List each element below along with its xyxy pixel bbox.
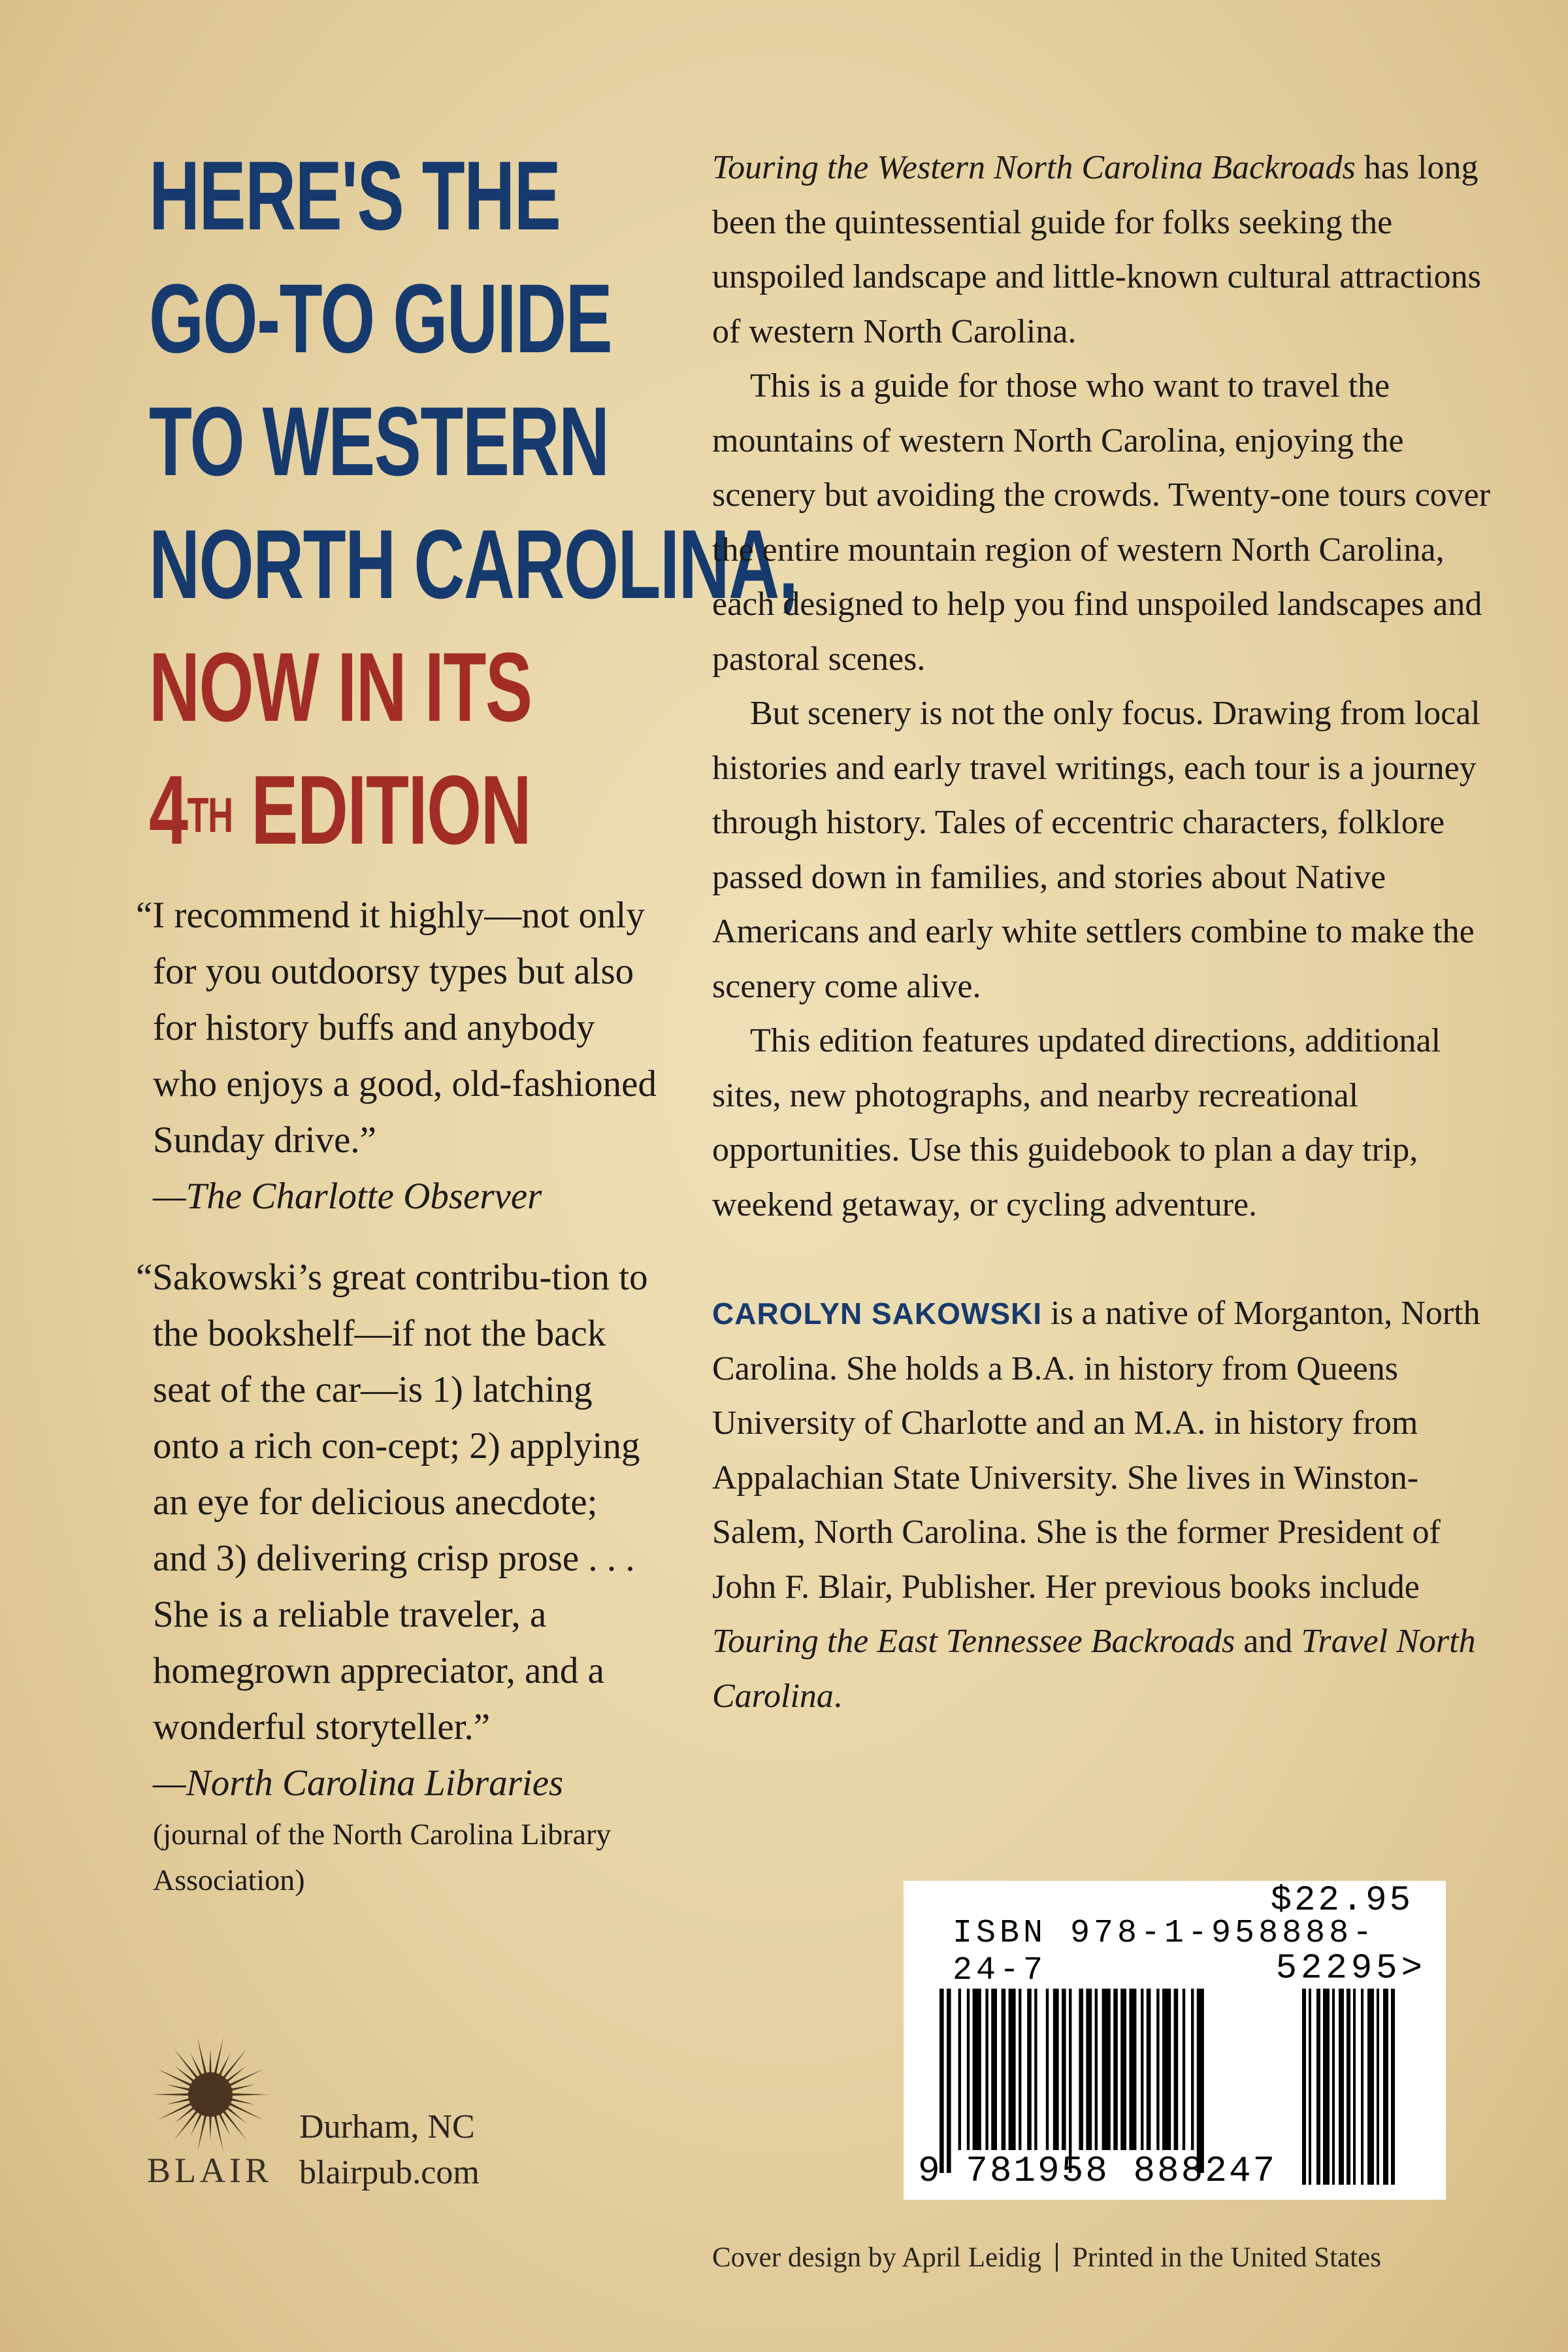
headline-line-2: GO-TO GUIDE (149, 263, 612, 373)
barcode-addon-bar (1367, 1989, 1374, 2185)
barcode-bar (1027, 1989, 1032, 2150)
barcode-bar (1053, 1989, 1059, 2150)
barcode-bar (1147, 1989, 1151, 2150)
review-quote-2-note: (journal of the North Carolina Library Association) (153, 1817, 612, 1897)
isbn-barcode (904, 1881, 1446, 2200)
footer-credits (712, 2242, 1496, 2274)
review-quote-1-attribution: —The Charlotte Observer (153, 1176, 542, 1217)
barcode-bar (1002, 1989, 1006, 2150)
printed-in-credit: Printed in the United States (1072, 2242, 1381, 2273)
cover-design-credit: Cover design by April Leidig (712, 2242, 1041, 2273)
barcode-addon-bar (1347, 1989, 1350, 2185)
barcode-bar (1019, 1989, 1021, 2150)
description-paragraph-2: This is a guide for those who want to travel the mountains of western North Carolina, enjoying the scenery but avoiding the crowds. Twenty-one tours cover the entire mountain region of western North Carolina, each designed to help you find unspoiled landscapes and pastoral scenes. (712, 367, 1491, 678)
footer-divider (1056, 2243, 1058, 2272)
barcode-addon-bar (1383, 1989, 1388, 2185)
barcode-bar (1062, 1989, 1066, 2150)
barcode-bar (1095, 1989, 1098, 2150)
barcode-bar (1034, 1989, 1037, 2150)
barcode-bar (985, 1989, 988, 2150)
author-bio-and: and (1235, 1623, 1301, 1660)
barcode-bar (958, 1989, 961, 2150)
review-quote-2-text: “Sakowski’s great contribu-tion to the bookshelf—if not the back seat of the car—is 1) latching onto a rich con-cept; 2) applying an eye for delicious anecdote; and 3) delivering crisp prose . . . She is a reliable traveler, a homegrown appreciator, and a wonderful storyteller.” (136, 1257, 648, 1747)
headline-line-6 (149, 748, 531, 871)
barcode-bar (1102, 1989, 1111, 2150)
headline-line-5: NOW IN ITS (149, 632, 532, 742)
barcode-addon-bar (1309, 1989, 1311, 2185)
barcode-addon: 52295> (1275, 1949, 1426, 1989)
barcode-bar (1069, 1989, 1071, 2173)
sunburst-logo-icon (145, 2032, 276, 2163)
description-paragraph-1 (712, 141, 1503, 359)
barcode-isbn: ISBN 978-1-958888-24-7 (953, 1915, 1377, 1989)
edition-word: EDITION (232, 755, 531, 865)
barcode-addon-bar (1353, 1989, 1356, 2185)
description-paragraph-1-text: has long been the quintessential guide for folks seeking the unspoiled landscape and little-known cultural attractions of western North Carolina. (712, 149, 1481, 350)
barcode-bar (1191, 1989, 1194, 2150)
publisher-city: Durham, NC (299, 2108, 475, 2145)
review-quote-2-attribution: —North Carolina Libraries (153, 1763, 564, 1804)
book-title: Touring the Western North Carolina Backroads (712, 149, 1356, 186)
barcode-bar (1183, 1989, 1185, 2150)
barcode-bar (1046, 1989, 1049, 2150)
barcode-bar (1079, 1989, 1083, 2150)
headline-line-3: TO WESTERN (149, 386, 609, 496)
author-bio-end: . (833, 1677, 842, 1715)
barcode-bar (1141, 1989, 1143, 2150)
barcode-price: $22.95 (1270, 1881, 1413, 1921)
barcode-digits: 9 781958 888247 (918, 2150, 1277, 2192)
barcode-addon-bar (1391, 1989, 1395, 2185)
barcode-bar (1113, 1989, 1118, 2150)
previous-book-2: Travel North Carolina (712, 1623, 1476, 1715)
barcode-bar (1129, 1989, 1136, 2150)
headline-line-1: HERE'S THE (149, 141, 561, 250)
barcode-addon-bar (1316, 1989, 1320, 2185)
barcode-bar (1086, 1989, 1092, 2150)
review-quote-2 (136, 1250, 659, 1903)
edition-number: 4 (149, 755, 188, 865)
headline (149, 134, 798, 871)
barcode-addon-bar (1332, 1989, 1335, 2185)
barcode-bar (947, 1989, 951, 2173)
description-paragraph-3: But scenery is not the only focus. Drawing from local histories and early travel writings, each tour is a journey through history. Tales of eccentric characters, folklore passed down in families, and stories about Native Americans and early white settlers combine to make the scenery come alive. (712, 695, 1480, 1005)
barcode-bar (1156, 1989, 1159, 2150)
book-description (712, 141, 1503, 1723)
barcode-addon-bar (1302, 1989, 1306, 2185)
barcode-addon-bar (1377, 1989, 1379, 2185)
barcode-bar (1162, 1989, 1171, 2150)
author-bio-text: is a native of Morganton, North Carolina. She holds a B.A. in history from Queens University of Charlotte and an M.A. in history from Appalachian State University. She lives in Winston-Salem, North Carolina. She is the former President of John F. Blair, Publisher. Her previous books include (712, 1295, 1480, 1606)
barcode-bar (1009, 1989, 1016, 2150)
publisher-name: BLAIR (147, 2151, 272, 2190)
barcode-bar (973, 1989, 981, 2150)
barcode-bar (939, 1989, 944, 2173)
barcode-bar (967, 1989, 970, 2150)
barcode-addon-bar (1361, 1989, 1364, 2185)
barcode-addon-bar (1323, 1989, 1330, 2185)
previous-book-1: Touring the East Tennessee Backroads (712, 1623, 1235, 1660)
review-quote-1 (136, 887, 659, 1225)
barcode-addon-bar (1339, 1989, 1344, 2185)
barcode-bar (1174, 1989, 1179, 2150)
description-paragraph-4: This edition features updated directions, additional sites, new photographs, and nearby recreational opportunities. Use this guidebook to plan a day trip, weekend getaway, or cycling adventure. (712, 1022, 1441, 1223)
author-name: CAROLYN SAKOWSKI (712, 1297, 1042, 1331)
barcode-bar (1120, 1989, 1126, 2150)
author-bio (712, 1286, 1503, 1723)
edition-suffix: TH (187, 787, 233, 842)
publisher-url: blairpub.com (299, 2154, 480, 2191)
headline-line-4: NORTH CAROLINA, (149, 509, 798, 619)
barcode-bar (1197, 1989, 1204, 2173)
review-quote-1-text: “I recommend it highly—not only for you outdoorsy types but also for history buffs and anybody who enjoys a good, old-fashioned Sunday drive.” (136, 895, 657, 1161)
barcode-bar (991, 1989, 997, 2150)
